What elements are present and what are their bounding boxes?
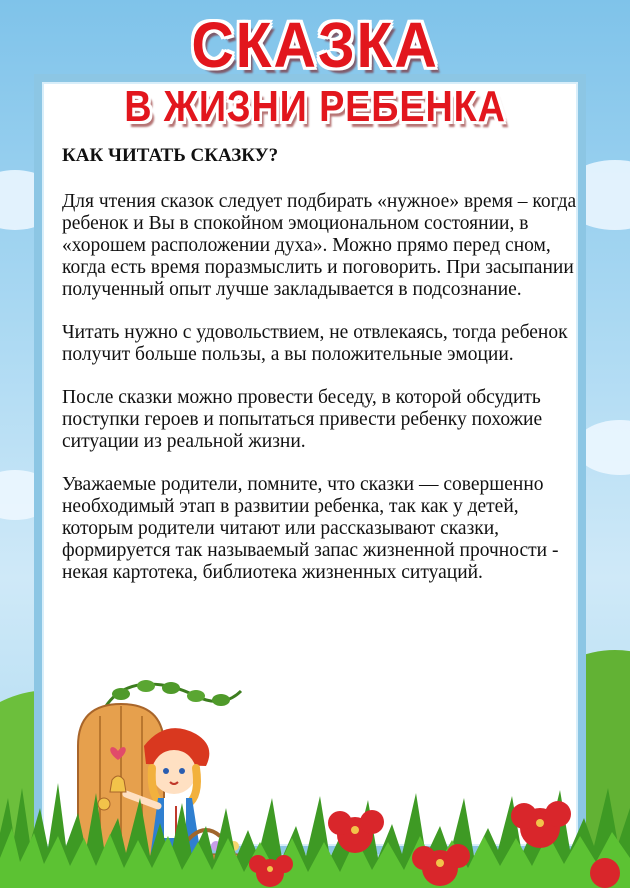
grass-with-red-flowers: [0, 738, 630, 888]
title-line-1: СКАЗКА: [191, 9, 439, 81]
poster-title: [0, 0, 630, 150]
article: [62, 145, 577, 605]
title-line-2: В ЖИЗНИ РЕБЕНКА: [124, 82, 506, 131]
article-paragraph: Читать нужно с удовольствием, не отвлекаясь, тогда ребенок получит больше пользы, а вы положительные эмоции.: [62, 322, 568, 365]
article-heading: КАК ЧИТАТЬ СКАЗКУ?: [62, 145, 279, 166]
article-paragraph: После сказки можно провести беседу, в которой обсудить поступки героев и попытаться привести ребенку похожие ситуации из реальной жизни.: [62, 387, 543, 452]
article-paragraph: Для чтения сказок следует подбирать «нужное» время – когда ребенок и Вы в спокойном эмоциональном состоянии, в «хорошем расположении духа». Можно прямо перед сном, когда есть время поразмыслить и поговорить. При засыпании полученный опыт лучше закладывается в подсознание.: [62, 191, 577, 300]
article-paragraph: Уважаемые родители, помните, что сказки — совершенно необходимый этап в развитии ребенка, так как у детей, которым родители читают или рассказывают сказки, формируется так называемый запас жизненной прочности - некая картотека, библиотека жизненных ситуаций.: [62, 474, 559, 583]
